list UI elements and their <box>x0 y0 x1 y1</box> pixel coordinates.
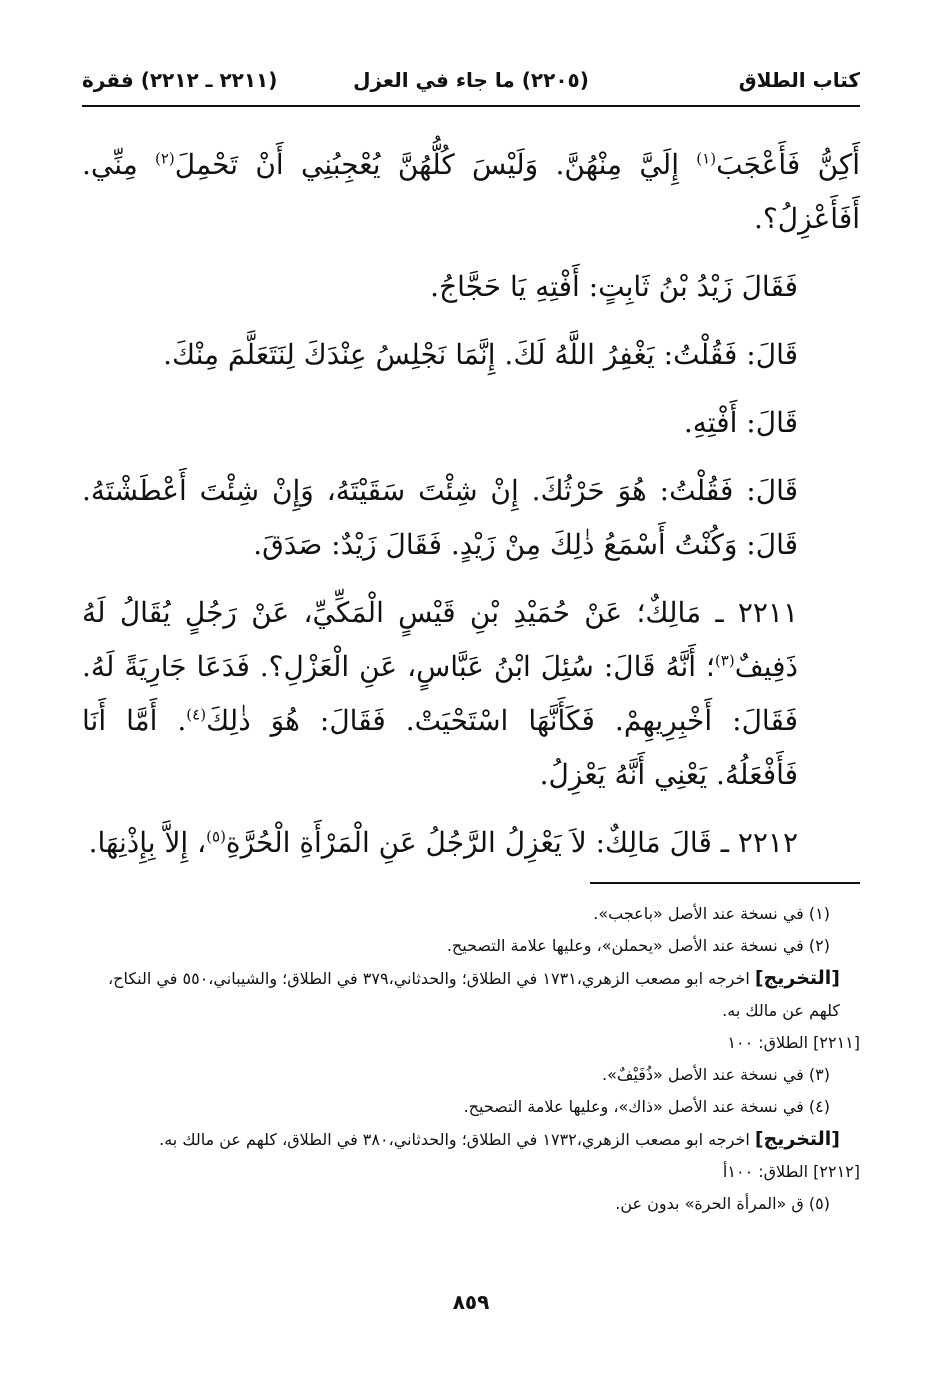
footnote-3: (٣) في نسخة عند الأصل «ذُفَيْفٌ». <box>601 1065 830 1084</box>
paragraph: فَقَالَ زَيْدُ بْنُ ثَابِتٍ: أَفْتِهِ يَا حَجَّاجُ. <box>430 270 798 303</box>
footnotes <box>82 898 860 1220</box>
text-run: ٢٢١١ ـ مَالِكٌ؛ عَنْ حُمَيْدِ بْنِ قَيْسٍ الْمَكِّيِّ، عَنْ رَجُلٍ يُقَالُ لَهُ ذَفِيفٌ <box>82 596 798 683</box>
footnote-marker: (٥) <box>206 827 226 846</box>
reference-2211: [٢٢١١] الطلاق: ١٠٠ <box>727 1033 860 1052</box>
paragraph: قَالَ: فَقُلْتُ: هُوَ حَرْثُكَ. إِنْ شِئْتَ سَقَيْتَهُ، وَإِنْ شِئْتَ أَعْطَشْتَهُ. قَالَ: وَكُنْتُ أَسْمَعُ ذٰلِكَ مِنْ زَيْدٍ. فَقَالَ زَيْدٌ: صَدَقَ. <box>82 474 798 561</box>
text-run: ، إِلاَّ بِإِذْنِهَا. <box>88 826 207 859</box>
takhrij-note <box>82 1123 860 1156</box>
page-number: ٨٥٩ <box>452 1290 490 1314</box>
header-rule <box>82 105 860 107</box>
paragraph <box>82 138 860 246</box>
reference-2212: [٢٢١٢] الطلاق: ١٠٠أ <box>722 1162 860 1181</box>
footnote-1: (١) في نسخة عند الأصل «باعجب». <box>593 904 830 923</box>
takhrij-label: [التخريج] <box>754 967 840 989</box>
text-run: إِلَيَّ مِنْهُنَّ. وَلَيْسَ كُلُّهُنَّ يُعْجِبُنِي أَنْ تَحْمِلَ <box>174 148 697 181</box>
footnote-5: (٥) ق «المرأة الحرة» بدون عن. <box>615 1194 830 1213</box>
text-run: مِنِّي. أَفَأَعْزِلُ؟. <box>82 148 860 235</box>
takhrij-text: اخرجه ابو مصعب الزهري،١٧٣٢ في الطلاق؛ والحدثاني،٣٨٠ في الطلاق، كلهم عن مالك به. <box>159 1130 755 1149</box>
footnote-marker: (٣) <box>714 651 735 670</box>
footnote-rule <box>590 882 860 884</box>
footnote-2: (٢) في نسخة عند الأصل «يحملن»، وعليها علامة التصحيح. <box>446 936 830 955</box>
footnote-marker: (٤) <box>186 705 207 724</box>
footnote-marker: (٢) <box>154 149 175 168</box>
paragraph-range: (٢٢١١ ـ ٢٢١٢) فقرة <box>82 68 278 92</box>
paragraph: قَالَ: فَقُلْتُ: يَغْفِرُ اللَّهُ لَكَ. إِنَّمَا نَجْلِسُ عِنْدَكَ لِنَتَعَلَّمَ مِنْكَ. <box>163 338 798 371</box>
text-run: أَكِنُّ فَأَعْجَبَ <box>716 148 860 181</box>
footnote-marker: (١) <box>696 149 717 168</box>
text-run: . أَمَّا أَنَا فَأَفْعَلُهُ. يَعْنِي أَنَّهُ يَعْزِلُ. <box>82 704 798 791</box>
paragraph: قَالَ: أَفْتِهِ. <box>683 406 798 439</box>
main-text <box>82 138 860 884</box>
chapter-title: (٢٢٠٥) ما جاء في العزل <box>353 68 589 92</box>
running-header <box>82 62 860 102</box>
text-run: ٢٢١٢ ـ قَالَ مَالِكٌ: لاَ يَعْزِلُ الرَّجُلُ عَنِ الْمَرْأَةِ الْحُرَّةِ <box>225 826 798 859</box>
footnote-4: (٤) في نسخة عند الأصل «ذاك»، وعليها علامة التصحيح. <box>463 1097 830 1116</box>
hadith-2211 <box>82 586 860 802</box>
text-run: ؛ أَنَّهُ قَالَ: سُئِلَ ابْنُ عَبَّاسٍ، عَنِ الْعَزْلِ؟. فَدَعَا جَارِيَةً لَهُ. فَقَالَ: أَخْبِرِيهِمْ. فَكَأَنَّهَا اسْتَحْيَتْ. فَقَالَ: هُوَ ذٰلِكَ <box>82 650 798 737</box>
hadith-2212 <box>82 816 860 870</box>
takhrij-label: [التخريج] <box>754 1128 840 1150</box>
book-title: كتاب الطلاق <box>738 68 860 92</box>
takhrij-note <box>82 962 860 1027</box>
takhrij-text: اخرجه ابو مصعب الزهري،١٧٣١ في الطلاق؛ والحدثاني،٣٧٩ في الطلاق؛ والشيباني،٥٥٠ في النكاح، كلهم عن مالك به. <box>107 969 840 1020</box>
